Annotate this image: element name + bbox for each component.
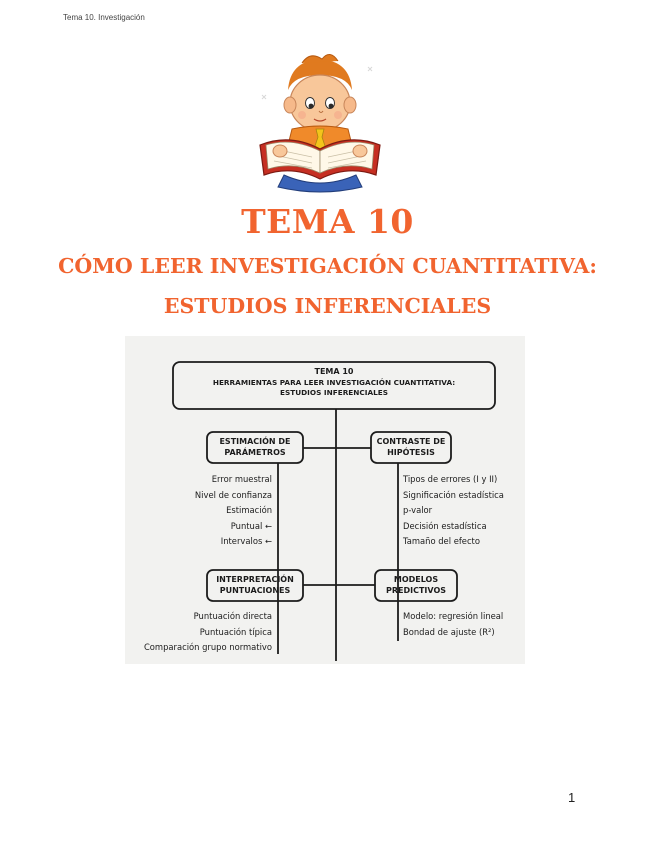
- estimacion-list: [125, 472, 272, 550]
- list-item: Bondad de ajuste (R²): [403, 626, 495, 637]
- concept-map-diagram: [125, 336, 525, 664]
- modelos-list: [403, 609, 525, 640]
- list-item: Tipos de errores (I y II): [403, 474, 498, 484]
- estimacion-title-line2: PARÁMETROS: [224, 447, 286, 457]
- contraste-title-line2: HIPÓTESIS: [387, 447, 435, 457]
- running-header: Tema 10. Investigación: [63, 13, 145, 22]
- page-number: 1: [568, 790, 576, 805]
- interpretacion-title-line2: PUNTUACIONES: [219, 585, 291, 595]
- list-item: Puntuación directa: [193, 611, 272, 621]
- modelos-title-line1: MODELOS: [393, 575, 439, 584]
- list-item: Puntuación típica: [199, 626, 272, 637]
- diagram-top-line3: ESTUDIOS INFERENCIALES: [279, 388, 389, 397]
- document-title: TEMA 10: [241, 202, 414, 241]
- title-block: [0, 200, 655, 324]
- list-item: Error muestral: [211, 474, 272, 484]
- list-item: p-valor: [403, 505, 433, 515]
- list-item: Decisión estadística: [403, 520, 487, 531]
- list-item: Puntual ←: [230, 520, 272, 531]
- estimacion-title-line1: ESTIMACIÓN DE: [219, 437, 291, 446]
- document-subtitle-line1: CÓMO LEER INVESTIGACIÓN CUANTITATIVA:: [58, 254, 597, 278]
- list-item: Intervalos ←: [220, 536, 272, 546]
- list-item: Tamaño del efecto: [403, 536, 480, 546]
- list-item: Significación estadística: [403, 489, 504, 500]
- list-item: Nivel de confianza: [194, 489, 272, 500]
- contraste-title-line1: CONTRASTE DE: [376, 437, 446, 446]
- interpretacion-title-line1: INTERPRETACIÓN: [216, 575, 294, 584]
- interpretacion-list: [125, 609, 272, 656]
- diagram-top-line1: TEMA 10: [314, 367, 354, 376]
- list-item: Modelo: regresión lineal: [403, 611, 504, 621]
- child-reading-book-icon: [250, 45, 390, 195]
- list-item: Comparación grupo normativo: [143, 642, 272, 652]
- document-subtitle-line2: ESTUDIOS INFERENCIALES: [163, 294, 492, 318]
- modelos-title-line2: PREDICTIVOS: [385, 585, 447, 595]
- list-item: Estimación: [226, 505, 272, 515]
- contraste-list: [403, 472, 525, 550]
- diagram-top-line2: HERRAMIENTAS PARA LEER INVESTIGACIÓN CUANTITATIVA:: [212, 377, 456, 387]
